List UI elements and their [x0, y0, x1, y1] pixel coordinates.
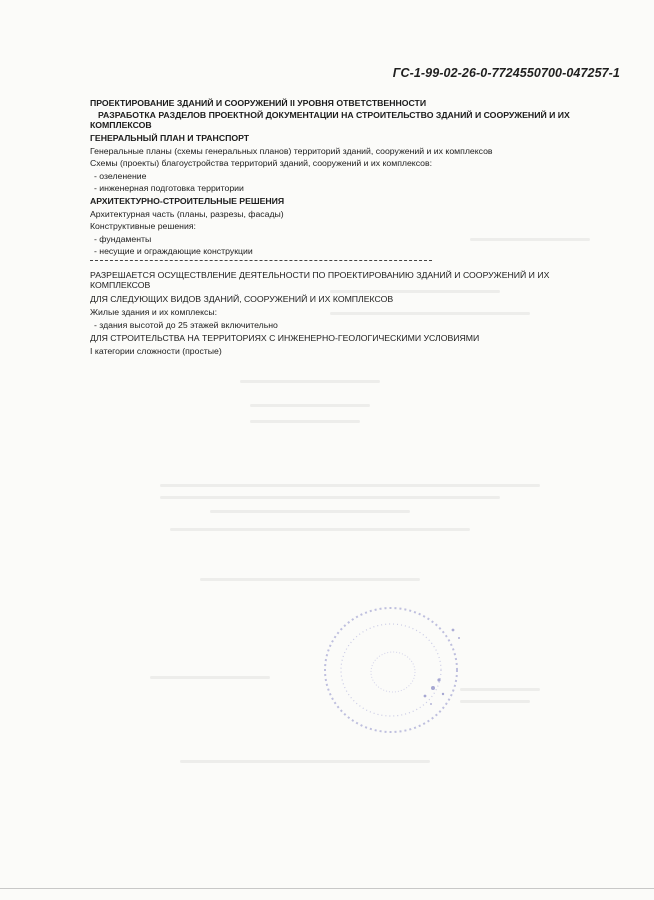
list-item: - фундаменты: [94, 234, 152, 244]
list-item: - здания высотой до 25 этажей включительно: [94, 320, 278, 330]
building-types-heading: ДЛЯ СЛЕДУЮЩИХ ВИДОВ ЗДАНИЙ, СООРУЖЕНИЙ И ИХ КОМПЛЕКСОВ: [90, 294, 394, 304]
scan-edge: [0, 888, 654, 889]
territory-heading: ДЛЯ СТРОИТЕЛЬСТВА НА ТЕРРИТОРИЯХ С ИНЖЕНЕРНО-ГЕОЛОГИЧЕСКИМИ УСЛОВИЯМИ: [90, 333, 480, 343]
subheading-line-1: РАЗРАБОТКА РАЗДЕЛОВ ПРОЕКТНОЙ ДОКУМЕНТАЦИИ НА СТРОИТЕЛЬСТВО ЗДАНИЙ И СООРУЖЕНИЙ И ИХ: [98, 110, 570, 120]
list-item: - несущие и ограждающие конструкции: [94, 246, 253, 256]
seal-stamp-icon: [313, 600, 473, 740]
list-item: - озеленение: [94, 171, 147, 181]
complexity-category: I категории сложности (простые): [90, 346, 222, 356]
list-item: Жилые здания и их комплексы:: [90, 307, 217, 317]
list-item: Схемы (проекты) благоустройства территорий зданий, сооружений и их комплексов:: [90, 158, 433, 168]
document-number: ГС-1-99-02-26-0-7724550700-047257-1: [392, 66, 620, 80]
section-heading-design: ПРОЕКТИРОВАНИЕ ЗДАНИЙ И СООРУЖЕНИЙ II УРОВНЯ ОТВЕТСТВЕННОСТИ: [90, 98, 427, 108]
list-item: - инженерная подготовка территории: [94, 183, 244, 193]
list-item: Архитектурная часть (планы, разрезы, фасады): [90, 209, 284, 219]
permit-line-2: КОМПЛЕКСОВ: [90, 280, 151, 290]
dashed-divider: [90, 260, 432, 261]
permit-line-1: РАЗРЕШАЕТСЯ ОСУЩЕСТВЛЕНИЕ ДЕЯТЕЛЬНОСТИ ПО ПРОЕКТИРОВАНИЮ ЗДАНИЙ И СООРУЖЕНИЙ И ИХ: [90, 270, 550, 280]
section-heading-architecture: АРХИТЕКТУРНО-СТРОИТЕЛЬНЫЕ РЕШЕНИЯ: [90, 196, 285, 206]
list-item: Конструктивные решения:: [90, 221, 196, 231]
subheading-line-2: КОМПЛЕКСОВ: [90, 120, 152, 130]
section-heading-master-plan: ГЕНЕРАЛЬНЫЙ ПЛАН И ТРАНСПОРТ: [90, 133, 250, 143]
list-item: Генеральные планы (схемы генеральных планов) территорий зданий, сооружений и их комплексов: [90, 146, 493, 156]
